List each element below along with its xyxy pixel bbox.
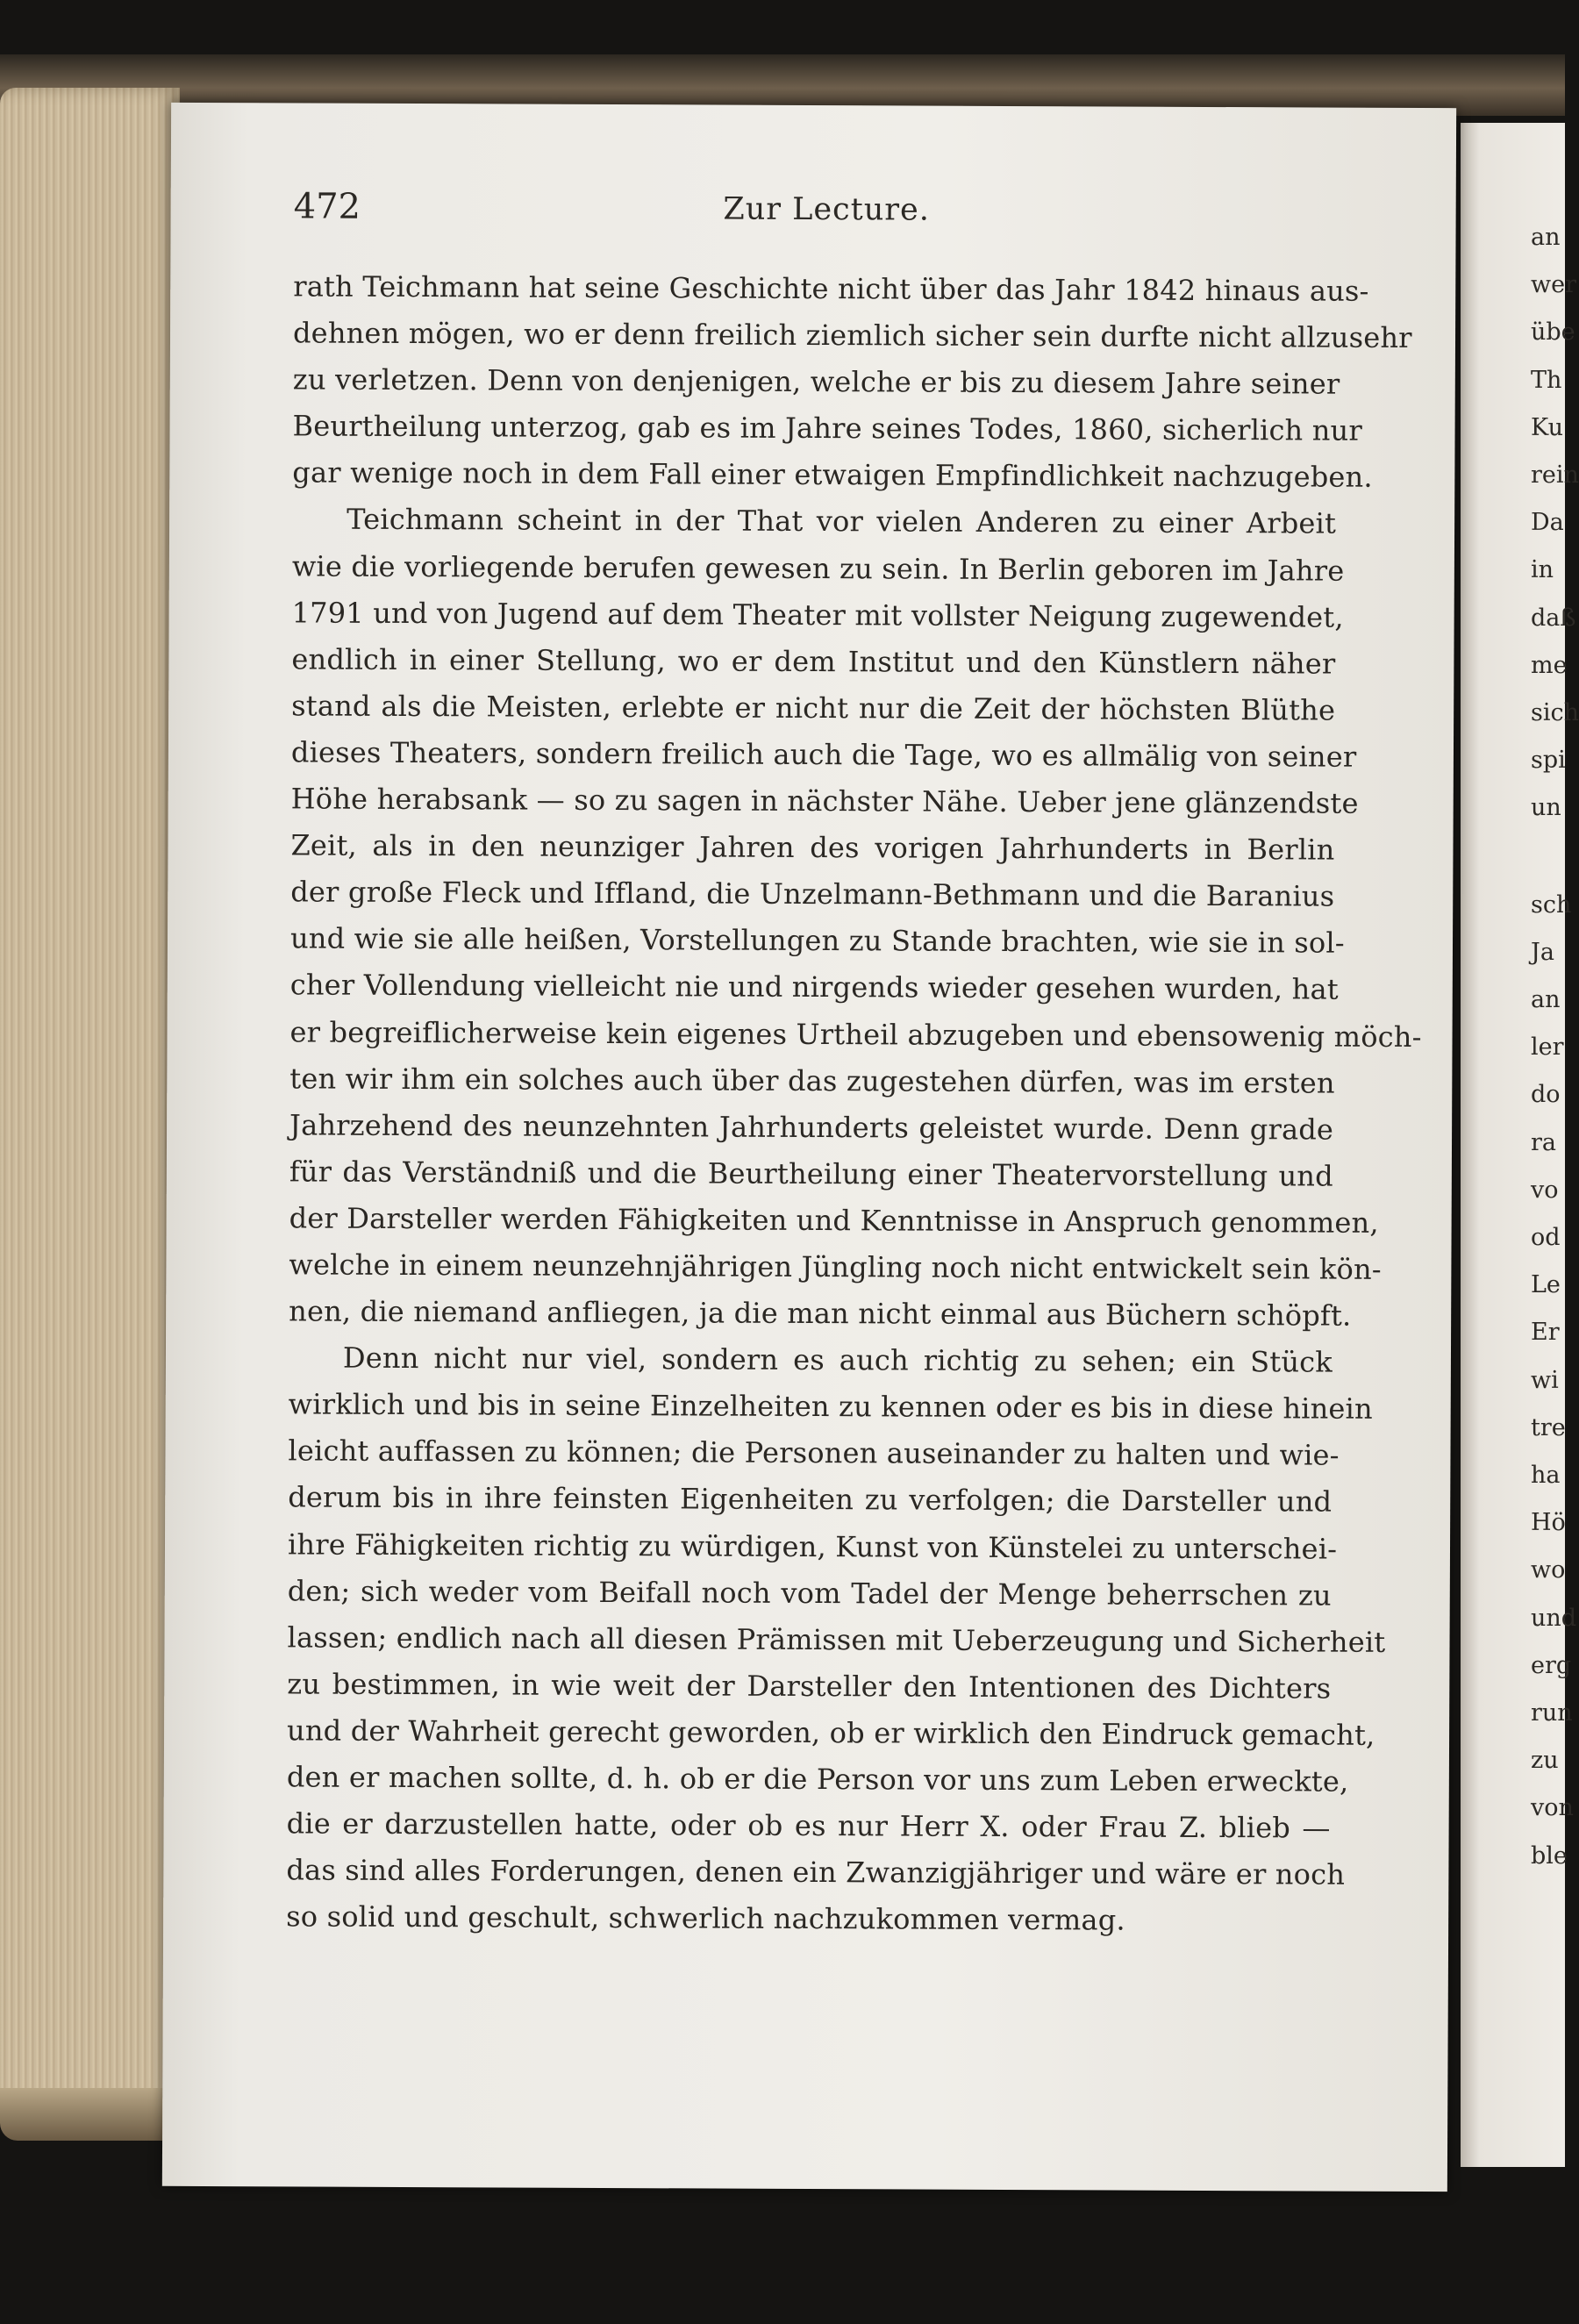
text-line: den; sich weder vom Beifall noch vom Tadel der Menge beherrschen zu	[287, 1574, 1332, 1612]
next-page-fragment: wo	[1531, 1556, 1566, 1584]
next-page-fragment: spi	[1531, 747, 1566, 775]
next-page-sliver	[1461, 123, 1579, 2167]
next-page-fragment: Th	[1531, 366, 1562, 394]
next-page-fragment: wer	[1531, 271, 1576, 299]
text-line: und der Wahrheit gerecht geworden, ob er wirklich den Eindruck gemacht,	[287, 1713, 1375, 1752]
paragraph-1	[292, 263, 1412, 501]
text-line: derum bis in ihre feinsten Eigenheiten zu verfolgen; die Darsteller und	[288, 1480, 1333, 1520]
text-line: den er machen sollte, d. h. ob er die Person vor uns zum Leben erweckte,	[286, 1760, 1349, 1798]
next-page-fragment: Hö	[1531, 1509, 1566, 1537]
body-text	[286, 263, 1422, 1945]
book-page-edges-bottom	[0, 2088, 180, 2141]
text-line: Höhe herabsank — so zu sagen in nächster Nähe. Ueber jene glänzendste	[290, 782, 1359, 820]
next-page-fragment: Ja	[1531, 938, 1554, 966]
next-page-fragment: rein	[1531, 461, 1579, 489]
next-page-fragment: an	[1531, 224, 1561, 251]
next-page-fragment: sich	[1531, 699, 1579, 726]
text-line: ihre Fähigkeiten richtig zu würdigen, Kunst von Künstelei zu unterschei-	[287, 1527, 1338, 1566]
text-line: Denn nicht nur viel, sondern es auch richtig zu sehen; ein Stück	[342, 1341, 1333, 1379]
text-line: dieses Theaters, sondern freilich auch die Tage, wo es allmälig von seiner	[290, 735, 1357, 774]
next-page-fragment: ha	[1531, 1462, 1561, 1489]
next-page-fragment: daß	[1531, 604, 1576, 632]
text-line: nen, die niemand anfliegen, ja die man nicht einmal aus Büchern schöpft.	[289, 1294, 1352, 1333]
next-page-fragment: zu	[1531, 1747, 1559, 1775]
next-page-fragment: Er	[1531, 1319, 1560, 1347]
text-line: Jahrzehend des neunzehnten Jahrhunderts geleistet wurde. Denn grade	[289, 1108, 1334, 1147]
paragraph-2	[289, 497, 1422, 1340]
text-line: der Darsteller werden Fähigkeiten und Kenntnisse in Anspruch genommen,	[289, 1201, 1379, 1240]
next-page-fragment: und	[1531, 1604, 1577, 1632]
next-page-fragment: run	[1531, 1699, 1573, 1727]
next-page-fragment: me	[1531, 651, 1568, 679]
next-page-fragment: Da	[1531, 509, 1564, 537]
next-page-fragment: od	[1531, 1224, 1561, 1251]
text-line: und wie sie alle heißen, Vorstellungen zu Stande brachten, wie sie in sol-	[289, 921, 1345, 960]
text-line: der große Fleck und Iffland, die Unzelmann-Bethmann und die Baranius	[290, 875, 1335, 913]
running-title: Zur Lecture.	[723, 191, 930, 228]
text-line: er begreiflicherweise kein eigenes Urtheil abzugeben und ebensowenig möch-	[289, 1014, 1422, 1054]
text-line: cher Vollendung vielleicht nie und nirgends wieder gesehen wurden, hat	[289, 968, 1339, 1007]
next-page-fragment: do	[1531, 1081, 1561, 1109]
next-page-fragment: ble	[1531, 1841, 1568, 1870]
text-line: dehnen mögen, wo er denn freilich ziemlich sicher sein durfte nicht allzusehr	[292, 316, 1412, 355]
next-page-fragment: sch	[1531, 890, 1572, 919]
next-page-fragment: ler	[1531, 1033, 1564, 1062]
next-page-fragment: Ku	[1531, 413, 1563, 441]
text-line: wie die vorliegende berufen gewesen zu sein. In Berlin geboren im Jahre	[291, 548, 1345, 588]
next-page-fragment: erg	[1531, 1651, 1572, 1679]
paragraph-3	[286, 1335, 1386, 1945]
next-page-fragment: vo	[1531, 1176, 1559, 1204]
text-line: welche in einem neunzehnjährigen Jüngling noch nicht entwickelt sein kön-	[289, 1248, 1382, 1286]
text-line: stand als die Meisten, erlebte er nicht nur die Zeit der höchsten Blüthe	[291, 689, 1336, 727]
next-page-fragment: in	[1531, 556, 1554, 584]
next-page-fragment: übe	[1531, 318, 1575, 347]
text-line: Teichmann scheint in der That vor vielen Anderen zu einer Arbeit	[347, 503, 1337, 541]
next-page-fragment: an	[1531, 986, 1561, 1013]
book-page	[162, 103, 1456, 2192]
text-line: die er darzustellen hatte, oder ob es nur Herr X. oder Frau Z. blieb —	[286, 1806, 1331, 1845]
text-line: zu bestimmen, in wie weit der Darsteller den Intentionen des Dichters	[287, 1667, 1332, 1705]
page-number: 472	[293, 186, 361, 227]
text-line: leicht auffassen zu können; die Personen auseinander zu halten und wie-	[288, 1434, 1340, 1472]
text-line: 1791 und von Jugend auf dem Theater mit vollster Neigung zugewendet,	[291, 596, 1344, 634]
text-line: zu verletzen. Denn von denjenigen, welche er bis zu diesem Jahre seiner	[292, 362, 1340, 401]
next-page-fragment: Le	[1531, 1271, 1561, 1299]
text-line: ten wir ihm ein solches auch über das zugestehen dürfen, was im ersten	[289, 1062, 1335, 1100]
text-line: endlich in einer Stellung, wo er dem Institut und den Künstlern näher	[291, 642, 1336, 681]
text-line: wirklich und bis in seine Einzelheiten zu kennen oder es bis in diese hinein	[288, 1387, 1373, 1427]
next-page-fragment: tre	[1531, 1413, 1566, 1441]
next-page-fragment: wi	[1531, 1366, 1559, 1394]
text-line: für das Verständniß und die Beurtheilung einer Theatervorstellung und	[289, 1155, 1333, 1193]
text-line: Beurtheilung unterzog, gab es im Jahre seines Todes, 1860, sicherlich nur	[292, 409, 1362, 448]
text-line: Zeit, als in den neunziger Jahren des vorigen Jahrhunderts in Berlin	[290, 828, 1335, 867]
page-header	[294, 186, 1360, 243]
book-page-edges	[0, 88, 180, 2132]
next-page-fragment: un	[1531, 794, 1561, 822]
text-line: das sind alles Forderungen, denen ein Zwanzigjähriger und wäre er noch	[286, 1853, 1346, 1891]
text-line: lassen; endlich nach all diesen Prämissen mit Ueberzeugung und Sicherheit	[287, 1620, 1386, 1659]
text-line: so solid und geschult, schwerlich nachzukommen vermag.	[286, 1899, 1125, 1937]
text-line: gar wenige noch in dem Fall einer etwaigen Empfindlichkeit nachzugeben.	[292, 455, 1373, 495]
next-page-fragment: von	[1531, 1794, 1574, 1822]
next-page-fragment: ra	[1531, 1128, 1557, 1156]
text-line: rath Teichmann hat seine Geschichte nicht über das Jahr 1842 hinaus aus-	[293, 269, 1369, 308]
